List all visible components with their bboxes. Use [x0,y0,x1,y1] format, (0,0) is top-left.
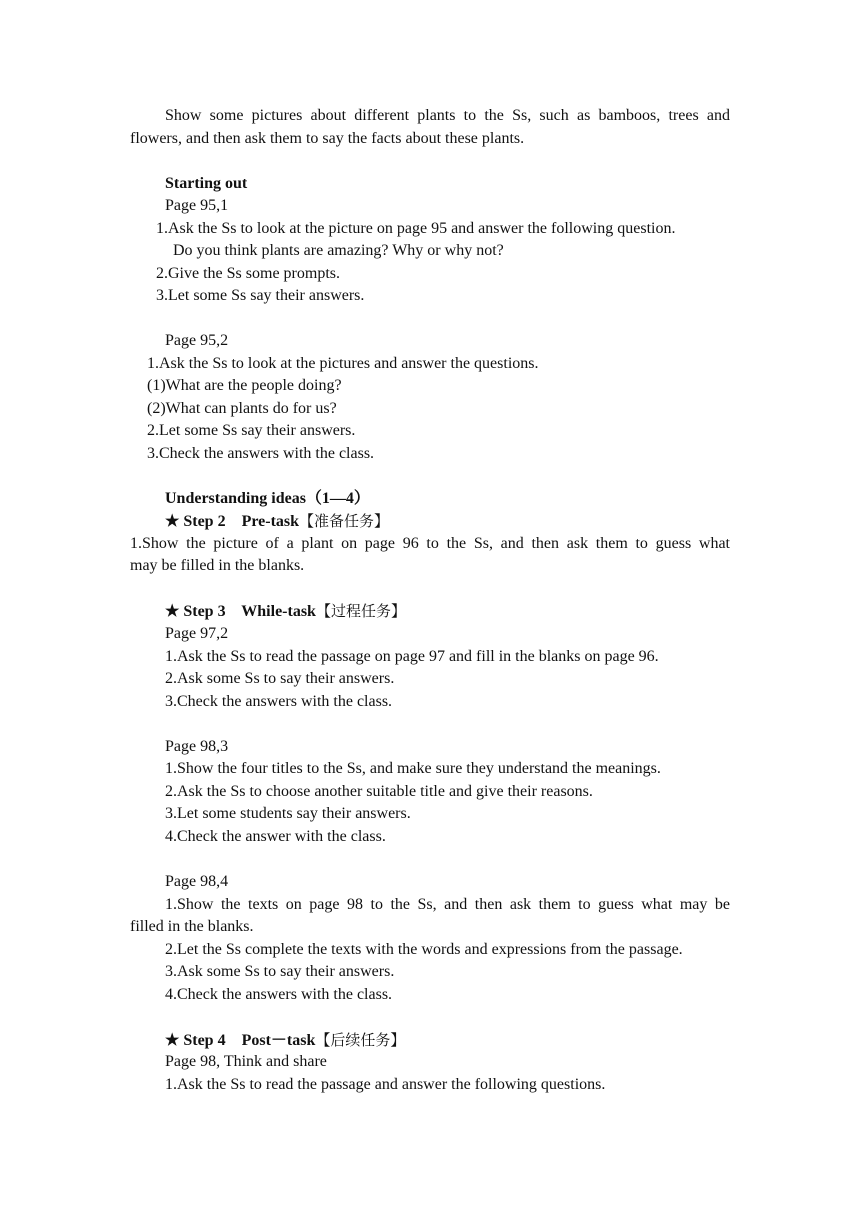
step-3-heading [165,600,406,623]
star-icon: ★ [165,513,180,530]
step-4-heading [165,1029,405,1052]
star-icon: ★ [165,1032,180,1049]
list-item: (1)What are the people doing? [147,377,342,394]
section-heading-understanding-ideas: Understanding ideas（1—4） [165,490,370,507]
list-item: 1.Show the four titles to the Ss, and make sure they understand the meanings. [165,760,661,777]
list-item: 2.Give the Ss some prompts. [156,265,340,282]
list-item: 4.Check the answer with the class. [165,828,386,845]
step-4-cn-label: 【后续任务】 [315,1031,406,1049]
list-item: (2)What can plants do for us? [147,400,337,417]
list-item: 2.Ask the Ss to choose another suitable title and give their reasons. [165,783,593,800]
page-label-95-1: Page 95,1 [165,197,229,214]
list-item: 4.Check the answers with the class. [165,986,393,1003]
page-label-97-2: Page 97,2 [165,625,229,642]
section-heading-starting-out: Starting out [165,175,248,192]
list-item: 2.Let some Ss say their answers. [147,422,356,439]
list-item: 3.Let some students say their answers. [165,805,411,822]
page-label-98-4: Page 98,4 [165,873,229,890]
list-item: 2.Let the Ss complete the texts with the words and expressions from the passage. [165,941,683,958]
step-2-line-1: 1.Show the picture of a plant on page 96 to the Ss, and then ask them to guess what [130,535,730,552]
step-2-heading [165,510,389,533]
intro-line-2: flowers, and then ask them to say the facts about these plants. [130,130,525,147]
step-3-cn-label: 【过程任务】 [315,602,406,620]
step-3-title: Step 3 While-task [183,603,316,620]
page-label-98-3: Page 98,3 [165,738,229,755]
step-2-line-2: may be filled in the blanks. [130,557,305,574]
list-item: 1.Ask the Ss to look at the pictures and answer the questions. [147,355,539,372]
list-item: filled in the blanks. [130,918,254,935]
star-icon: ★ [165,603,180,620]
list-item: 3.Ask some Ss to say their answers. [165,963,395,980]
list-item: 3.Check the answers with the class. [147,445,375,462]
list-item: 3.Check the answers with the class. [165,693,393,710]
step-2-title: Step 2 Pre-task [183,513,300,530]
list-item: 1.Show the texts on page 98 to the Ss, and then ask them to guess what may be [165,896,730,913]
list-item: 1.Ask the Ss to read the passage on page 97 and fill in the blanks on page 96. [165,648,659,665]
step-2-cn-label: 【准备任务】 [299,512,390,530]
list-item: 1.Ask the Ss to look at the picture on page 95 and answer the following question. [156,220,676,237]
intro-line-1: Show some pictures about different plants to the Ss, such as bamboos, trees and [165,107,730,124]
list-item: 2.Ask some Ss to say their answers. [165,670,395,687]
page-label-95-2: Page 95,2 [165,332,229,349]
list-item: 1.Ask the Ss to read the passage and answer the following questions. [165,1076,606,1093]
step-4-title: Step 4 Post－task [183,1032,316,1049]
list-item: Do you think plants are amazing? Why or why not? [173,242,504,259]
page-label-98-think-and-share: Page 98, Think and share [165,1053,327,1070]
list-item: 3.Let some Ss say their answers. [156,287,365,304]
